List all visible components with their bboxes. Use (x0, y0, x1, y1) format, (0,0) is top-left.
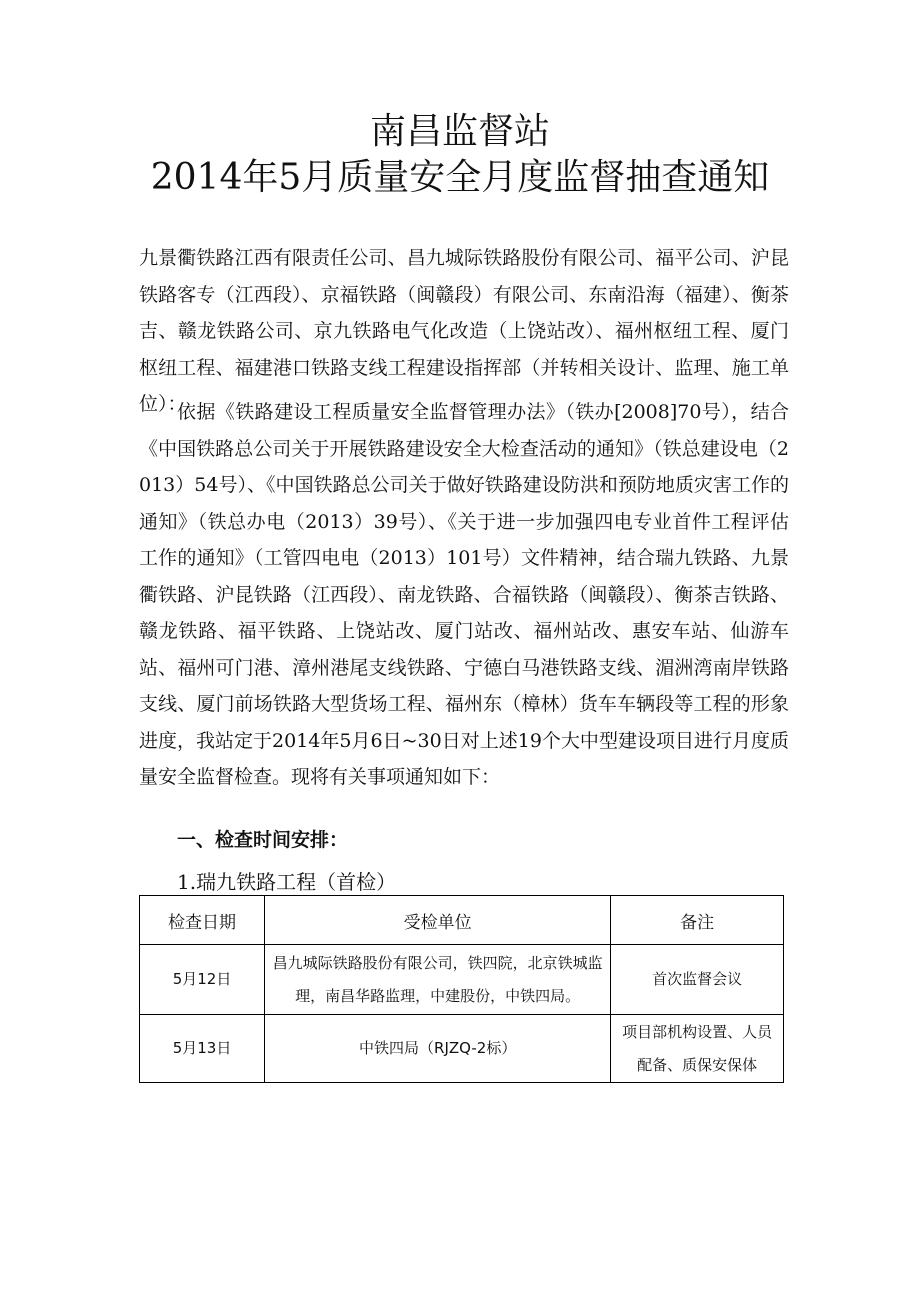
cell-units: 昌九城际铁路股份有限公司，铁四院，北京铁城监理，南昌华路监理，中建股份，中铁四局。 (265, 945, 611, 1015)
header-date: 检查日期 (140, 896, 265, 945)
schedule-table (139, 895, 784, 1083)
cell-date: 5月13日 (140, 1015, 265, 1083)
cell-note: 项目部机构设置、人员配备、质保安保体 (611, 1015, 784, 1083)
cell-date: 5月12日 (140, 945, 265, 1015)
header-note: 备注 (611, 896, 784, 945)
header-unit: 受检单位 (265, 896, 611, 945)
subsection-heading: 1.瑞九铁路工程（首检） (177, 870, 397, 894)
page-title-line2: 2014年5月质量安全月度监督抽查通知 (150, 157, 770, 198)
page-title-line1: 南昌监督站 (369, 111, 550, 152)
table-row (140, 1015, 784, 1083)
body-paragraph: 依据《铁路建设工程质量安全监督管理办法》（铁办[2008]70号），结合《中国铁路总公司关于开展铁路建设安全大检查活动的通知》（铁总建设电（2013）54号）、《中国铁路总公司关于做好铁路建设防洪和预防地质灾害工作的通知》（铁总办电（2013）39号）、《关于进一步加强四电专业首件工程评估工作的通知》（工管四电电（2013）101号）文件精神，结合瑞九铁路、九景衢铁路、沪昆铁路（江西段）、南龙铁路、合福铁路（闽赣段）、衡茶吉铁路、赣龙铁路、福平铁路、上饶站改、厦门站改、福州站改、惠安车站、仙游车站、福州可门港、漳州港尾支线铁路、宁德白马港铁路支线、湄洲湾南岸铁路支线、厦门前场铁路大型货场工程、福州东（樟林）货车车辆段等工程的形象进度，我站定于2014年5月6日~30日对上述19个大中型建设项目进行月度质量安全监督检查。现将有关事项通知如下： (139, 401, 789, 788)
table-header-row (140, 896, 784, 945)
cell-units: 中铁四局（RJZQ-2标） (265, 1015, 611, 1083)
cell-note: 首次监督会议 (611, 945, 784, 1015)
addressee-paragraph: 九景衢铁路江西有限责任公司、昌九城际铁路股份有限公司、福平公司、沪昆铁路客专（江西段）、京福铁路（闽赣段）有限公司、东南沿海（福建）、衡茶吉、赣龙铁路公司、京九铁路电气化改造（上饶站改）、福州枢纽工程、厦门枢纽工程、福建港口铁路支线工程建设指挥部（并转相关设计、监理、施工单位）： (139, 247, 789, 415)
table-row (140, 945, 784, 1015)
section-heading: 一、检查时间安排： (177, 829, 349, 851)
